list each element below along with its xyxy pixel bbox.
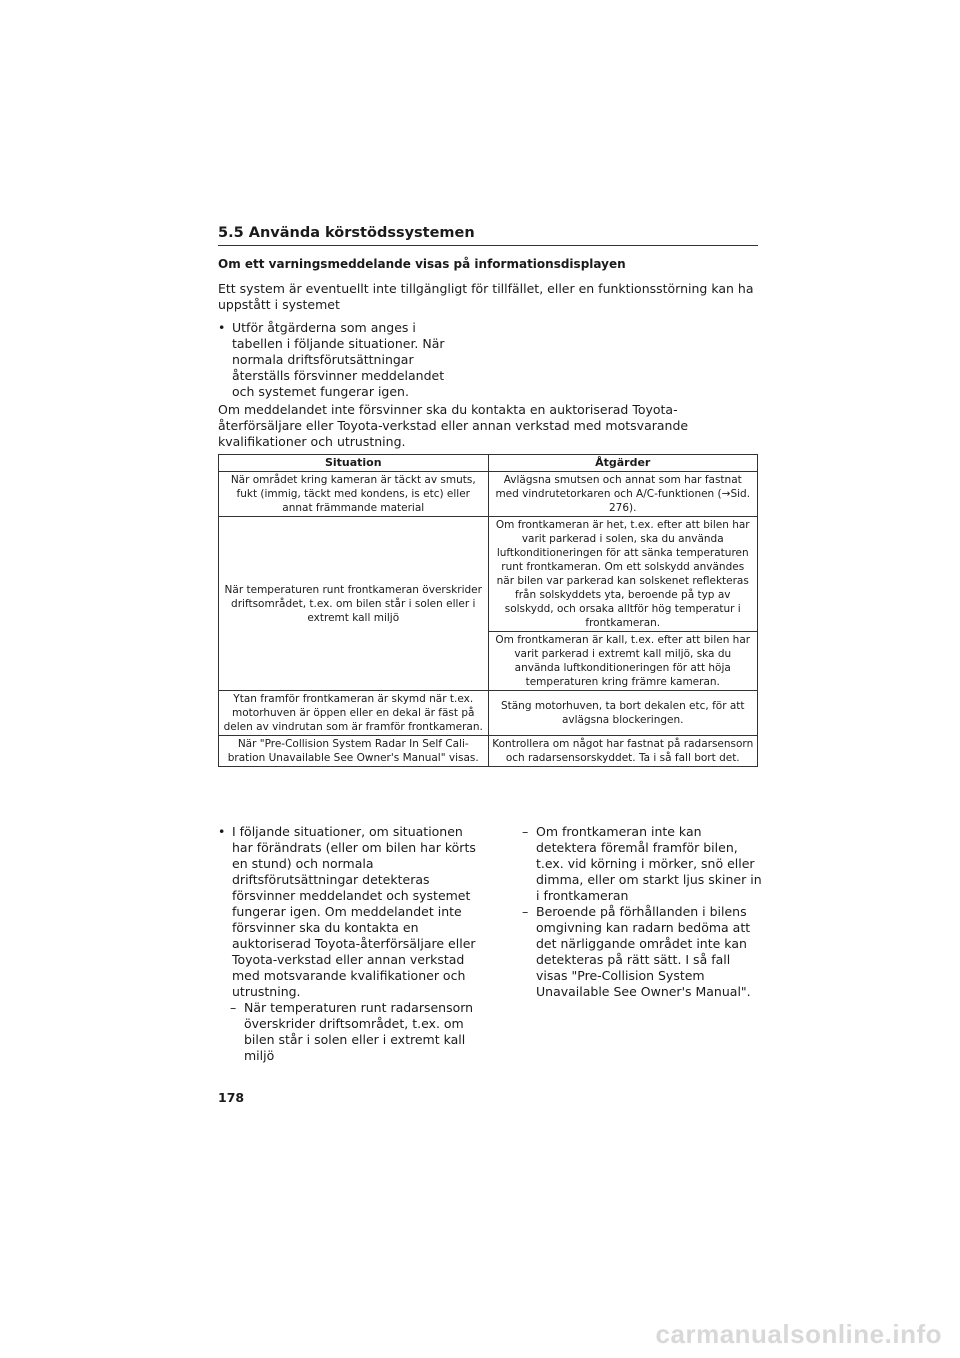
- table-row: [219, 691, 758, 736]
- bullet-mark: •: [218, 824, 226, 839]
- dash-text: Beroende på förhållanden i bilens omgivning kan radarn bedöma att det närliggande området inte kan detekteras på rätt sätt. I så fall visas "Pre-Collision System Unavailable See Owner's Manual".: [536, 904, 751, 999]
- table-row: [219, 472, 758, 517]
- dash-mark: –: [522, 904, 529, 919]
- watermark: carmanualsonline.info: [655, 1319, 942, 1349]
- bullet-text: I följande situationer, om situationen har förändrats (eller om bilen har körts en stund) och normala driftsförutsättningar detekteras försvinner meddelandet och systemet fungerar igen. Om meddelandet inte försvinner ska du kontakta en auktoriserad Toyota-återförsäljare eller Toyota-verkstad eller annan verkstad med motsvarande kvalifikationer och utrustning.: [232, 824, 476, 999]
- table-header-row: [219, 455, 758, 472]
- action-cell: Om frontkameran är het, t.ex. efter att bilen har varit parkerad i solen, ska du använda luftkonditioneringen för att sänka temperaturen runt frontkameran. Om ett solskydd användes när bilen var parkerad kan solskenet reflekteras från solskyddets yta, beroende på typ av solskydd, och orsaka alltför hög temperatur i frontkameran.: [488, 517, 758, 632]
- page-number: 178: [218, 1090, 245, 1105]
- dash-mark: –: [230, 1000, 237, 1015]
- dash-text: Om frontkameran inte kan detektera föremål framför bilen, t.ex. vid körning i mörker, snö eller dimma, eller om starkt ljus skiner in i frontkameran: [536, 824, 762, 903]
- section-title: 5.5 Använda körstödssystemen: [218, 225, 758, 246]
- situation-table: [218, 454, 758, 767]
- dash-text: När temperaturen runt radarsensorn överskrider driftsområdet, t.ex. om bilen står i solen eller i extremt kall miljö: [244, 1000, 474, 1063]
- dash-item: [522, 824, 762, 904]
- contact-note: Om meddelandet inte försvinner ska du kontakta en auktoriserad Toyota-återförsäljare eller Toyota-verkstad eller annan verkstad med motsvarande kvalifikationer och utrustning.: [218, 402, 689, 449]
- action-cell: Om frontkameran är kall, t.ex. efter att bilen har varit parkerad i extremt kall miljö, ska du använda luftkonditioneringen för att höja temperaturen kring främre kameran.: [488, 632, 758, 691]
- dash-item: [522, 904, 762, 1000]
- situation-cell: När temperaturen runt frontkameran överskrider driftsområdet, t.ex. om bilen står i solen eller i extremt kall miljö: [219, 517, 489, 691]
- table-row: [219, 517, 758, 632]
- intro-paragraph: Ett system är eventuellt inte tillgängligt för tillfället, eller en funktionsstörning kan ha uppstått i systemet: [218, 281, 754, 312]
- table-row: [219, 736, 758, 767]
- dash-mark: –: [522, 824, 529, 839]
- situation-cell: När området kring kameran är täckt av smuts, fukt (immig, täckt med kondens, is etc) eller annat främmande material: [219, 472, 489, 517]
- situation-cell: Ytan framför frontkameran är skymd när t.ex. motorhuven är öppen eller en dekal är fäst på delen av vindrutan som är framför frontkameran.: [219, 691, 489, 736]
- bullet-item: [218, 320, 468, 400]
- dash-item: [218, 1000, 478, 1064]
- action-cell: Avlägsna smutsen och annat som har fastnat med vindrutetorkaren och A/C-funktionen (→Sid. 276).: [488, 472, 758, 517]
- action-cell: Stäng motorhuven, ta bort dekalen etc, för att avlägsna blockeringen.: [488, 691, 758, 736]
- situation-cell: När "Pre-Collision System Radar In Self Calibration Unavailable See Owner's Manual" visas.: [219, 736, 489, 767]
- bullet-text: Utför åtgärderna som anges i tabellen i följande situationer. När normala driftsförutsättningar återställs försvinner meddelandet och systemet fungerar igen.: [232, 320, 445, 399]
- sub-heading: Om ett varningsmeddelande visas på informationsdisplayen: [218, 257, 626, 271]
- bullet-mark: •: [218, 320, 226, 335]
- left-column: [218, 824, 478, 1064]
- right-column: [522, 824, 762, 1000]
- header-actions: Åtgärder: [488, 455, 758, 472]
- bullet-item: [218, 824, 478, 1000]
- action-cell: Kontrollera om något har fastnat på radarsensorn och radarsensorskyddet. Ta i så fall bort det.: [488, 736, 758, 767]
- header-situation: Situation: [219, 455, 489, 472]
